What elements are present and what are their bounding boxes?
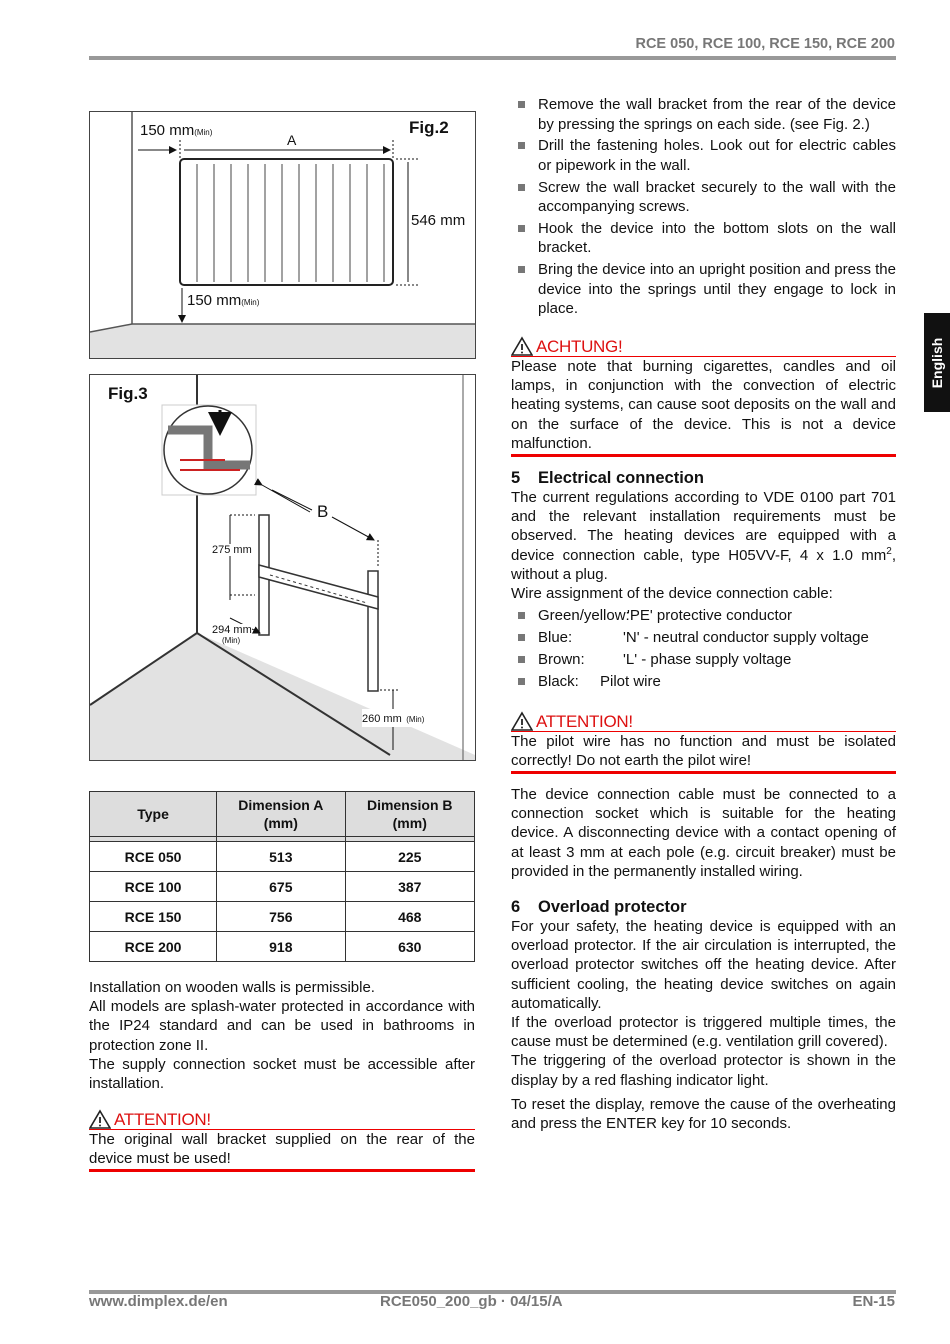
section-6-heading — [511, 897, 896, 917]
wire-name: Green/yellow: — [538, 607, 630, 625]
table-header-type: Type — [137, 806, 169, 822]
section-5-heading — [511, 468, 896, 488]
list-item: Remove the wall bracket from the rear of the device by pressing the springs on each side. (see Fig. 2.) — [511, 95, 896, 134]
list-item — [511, 650, 896, 670]
section-6-number: 6 — [511, 898, 521, 916]
language-tab-label: English — [929, 337, 945, 388]
warning-label: ACHTUNG! — [536, 337, 623, 356]
figure-3 — [89, 374, 476, 761]
table-cell: RCE 100 — [90, 872, 217, 902]
figure-2 — [89, 111, 476, 359]
note-socket-accessible: The supply connection socket must be accessible after installation. — [89, 1055, 475, 1093]
wire-assignment-intro: Wire assignment of the device connection cable: — [511, 585, 833, 603]
table-cell: RCE 150 — [90, 902, 217, 932]
warning-header — [511, 334, 896, 357]
wire-name: Blue: — [538, 629, 573, 647]
connection-paragraph: The device connection cable must be connected to a connection socket which is suitable for the heating device. A disconnecting device with a contact opening of at least 3 mm at each pole (e.g. circuit breaker) must be provided in the permanently installed wiring. — [511, 786, 896, 880]
fig3-dim-294-min: (Min) — [222, 636, 241, 645]
table-row — [90, 872, 475, 902]
table-cell: RCE 200 — [90, 932, 217, 962]
wire-description: 'PE' protective conductor — [627, 607, 792, 625]
table-cell: 387 — [345, 872, 474, 902]
section-5-superscript: 2 — [886, 545, 892, 557]
table-row — [90, 902, 475, 932]
wire-description: 'N' - neutral conductor supply voltage — [623, 629, 869, 647]
installation-notes — [89, 978, 475, 1093]
warning-label: ATTENTION! — [114, 1110, 211, 1129]
table-header-dim-b: Dimension B — [366, 797, 453, 813]
figure-3-drawing — [90, 375, 475, 760]
fig2-dim-left: 150 mm — [140, 122, 195, 139]
warning-triangle-icon — [511, 711, 533, 731]
list-item: Hook the device into the bottom slots on the wall bracket. — [511, 219, 896, 258]
section-6-title: Overload protector — [538, 898, 687, 916]
list-item: Drill the fastening holes. Look out for electric cables or pipework in the wall. — [511, 136, 896, 175]
fig3-dim-260-min: (Min) — [406, 715, 425, 724]
table-cell: 468 — [345, 902, 474, 932]
list-item — [511, 628, 896, 648]
footer-document-id: RCE050_200_gb · 04/15/A — [380, 1293, 563, 1310]
warning-header — [511, 709, 896, 732]
fig2-dim-a: A — [287, 132, 297, 148]
table-cell: 675 — [217, 872, 345, 902]
table-header-dim-b-unit: (mm) — [392, 815, 427, 831]
fig2-dim-height: 546 mm — [411, 212, 466, 229]
section-5-number: 5 — [511, 469, 521, 487]
dimensions-table — [89, 791, 475, 962]
section-6-paragraph: For your safety, the heating device is equipped with an overload protector. If the air circulation is interrupted, the overload protector switches off the heating device. After sufficient cooling, the heating device switches on again automatically. — [511, 918, 896, 1012]
fig2-dim-bottom: 150 mm — [187, 292, 242, 309]
section-5-paragraph — [511, 488, 896, 584]
document-header-title: RCE 050, RCE 100, RCE 150, RCE 200 — [635, 36, 895, 52]
section-5-title: Electrical connection — [538, 469, 704, 487]
table-cell: RCE 050 — [90, 842, 217, 872]
wire-description: 'L' - phase supply voltage — [623, 650, 792, 668]
wire-name: Brown: — [538, 650, 585, 668]
note-splash-water: All models are splash-water protected in accordance with the IP24 standard and can be used in bathrooms in protection zone II. — [89, 998, 475, 1054]
list-item — [511, 672, 896, 692]
warning-label: ATTENTION! — [536, 712, 633, 731]
fig2-dim-bottom-min: (Min) — [241, 298, 260, 307]
warning-header — [89, 1107, 475, 1130]
footer-page-number: EN-15 — [852, 1293, 895, 1310]
list-item: Screw the wall bracket securely to the wall with the accompanying screws. — [511, 178, 896, 217]
warning-triangle-icon — [89, 1109, 111, 1129]
warning-text: The original wall bracket supplied on the rear of the device must be used! — [89, 1130, 475, 1172]
list-item — [511, 606, 896, 626]
installation-steps-list — [511, 95, 896, 321]
figure-2-drawing — [90, 112, 475, 358]
language-tab — [924, 313, 950, 412]
table-cell: 513 — [217, 842, 345, 872]
table-header-cell — [217, 792, 345, 837]
warning-box-bracket — [89, 1107, 475, 1172]
table-header-cell — [345, 792, 474, 837]
fig3-dim-260: 260 mm — [362, 713, 402, 725]
warning-box-achtung — [511, 334, 896, 457]
fig2-label: Fig.2 — [409, 118, 449, 137]
section-6-paragraph: If the overload protector is triggered multiple times, the cause must be determined (e.g. ventilation grill covered). — [511, 1014, 896, 1051]
note-wooden-walls: Installation on wooden walls is permissible. — [89, 979, 375, 996]
warning-text: The pilot wire has no function and must be isolated correctly! Do not earth the pilot wire! — [511, 732, 896, 774]
list-item: Bring the device into an upright position and press the device into the springs until they engage to lock in place. — [511, 260, 896, 319]
wire-description: Pilot wire — [600, 672, 661, 690]
table-header-dim-a: Dimension A — [238, 797, 324, 813]
table-header-cell — [90, 792, 217, 837]
footer-website: www.dimplex.de/en — [89, 1293, 228, 1310]
warning-box-pilot-wire — [511, 709, 896, 774]
section-6-paragraph: To reset the display, remove the cause of the overheating and press the ENTER key for 10 seconds. — [511, 1095, 896, 1133]
fig3-label: Fig.3 — [108, 384, 148, 403]
table-header-row — [90, 792, 475, 837]
table-cell: 918 — [217, 932, 345, 962]
warning-text: Please note that burning cigarettes, candles and oil lamps, in conjunction with the convection of electric heating systems, can cause soot deposits on the wall and on the surface of the device. This is not a device malfunction. — [511, 357, 896, 457]
section-6 — [511, 897, 896, 1133]
fig3-dim-275: 275 mm — [212, 544, 252, 556]
section-6-paragraph: The triggering of the overload protector is shown in the display by a red flashing indicator light. — [511, 1052, 896, 1089]
fig3-dim-294: 294 mm — [212, 624, 252, 636]
warning-triangle-icon — [511, 336, 533, 356]
wire-list — [511, 606, 896, 691]
section-5-text-a: The current regulations according to VDE 0100 part 701 and the relevant installation requirements must be observed. The heating devices are equipped with a device connection cable, type H05VV-F, 4 x 1.0 mm — [511, 489, 896, 564]
fig2-dim-left-min: (Min) — [194, 128, 213, 137]
table-row — [90, 932, 475, 962]
header-rule — [89, 56, 896, 60]
table-cell: 630 — [345, 932, 474, 962]
section-5-text-b: , without a plug. — [511, 546, 896, 583]
section-5 — [511, 468, 896, 693]
table-header-dim-a-unit: (mm) — [263, 815, 298, 831]
fig3-dim-b: B — [317, 502, 329, 521]
table-cell: 225 — [345, 842, 474, 872]
table-cell: 756 — [217, 902, 345, 932]
table-row — [90, 842, 475, 872]
wire-name: Black: — [538, 672, 579, 690]
